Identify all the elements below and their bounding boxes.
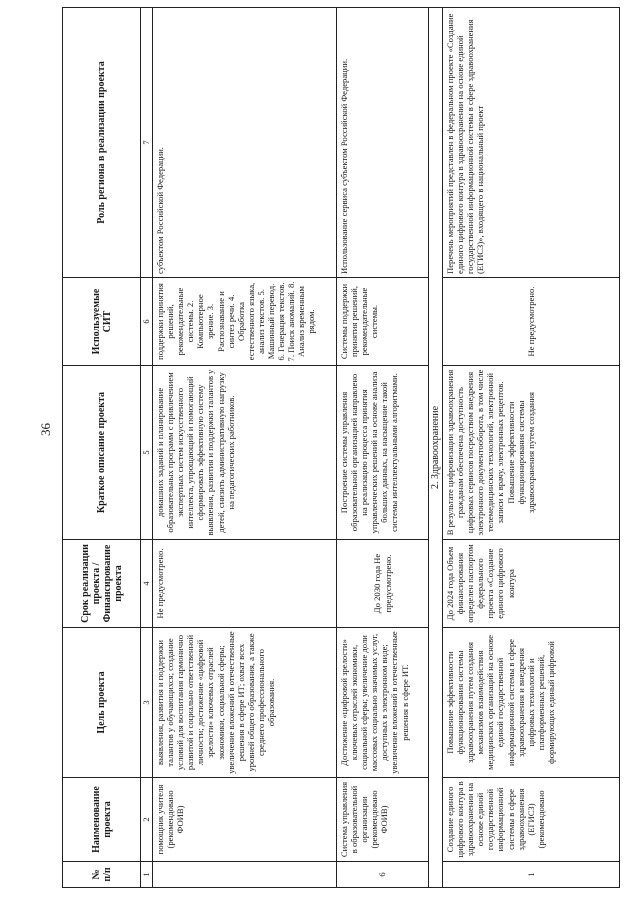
section-title: 2. Здравоохранение <box>429 8 443 888</box>
header-row <box>63 8 141 888</box>
project-role: Использование сервиса субъектом Российской Федерации. <box>337 8 429 278</box>
table-row <box>153 8 337 888</box>
project-role: субъектом Российской Федерации. <box>153 8 337 278</box>
header-goal: Цель проекта <box>63 628 141 778</box>
project-sit: Не предусмотрено. <box>443 278 620 366</box>
row-number <box>153 862 337 888</box>
project-goal: Повышение эффективности функционирования системы здравоохранения путем создания механизмов взаимодействия медицинских организаций на основе единой государственной информационной системы в сфере здравоохранения и внедрения цифровых технологий и платформенных решений, формирующих единый цифровой <box>443 628 620 778</box>
project-role: Перечень мероприятий представлен в федеральном проекте «Создание единого цифрового контура в здравоохранении на основе единой государственной информационной системы в сфере здравоохранения (ЕГИСЗ)», входящего в национальный проект <box>443 8 620 278</box>
header-term: Срок реализации проекта / Финансирование проекта <box>63 540 141 628</box>
project-term: До 2024 года Объем финансирования определен паспортом федерального проекта «Создание единого цифрового контура <box>443 540 620 628</box>
col-number-1: 1 <box>141 862 153 888</box>
col-number-7: 7 <box>141 8 153 278</box>
header-number: № п/п <box>63 862 141 888</box>
col-number-5: 5 <box>141 366 153 540</box>
col-number-4: 4 <box>141 540 153 628</box>
projects-table <box>62 7 620 888</box>
header-name: Наименование проекта <box>63 778 141 862</box>
project-sit: Системы поддержки принятия решений, рекомендательные системы. <box>337 278 429 366</box>
column-number-row <box>141 8 153 888</box>
project-description: домашних заданий и планирование образовательных программ с привлечением экспертных систем искусственного интеллекта, упрощающий и помогающий сформировать эффективную систему выявления, развития и поддержки талантов у детей, снизить административную нагрузку на педагогических работников. <box>153 366 337 540</box>
header-role: Роль региона в реализации проекта <box>63 8 141 278</box>
col-number-6: 6 <box>141 278 153 366</box>
table-row <box>443 8 620 888</box>
row-number: 1 <box>443 862 620 888</box>
row-number: 6 <box>337 862 429 888</box>
table-row <box>337 8 429 888</box>
project-term: Не предусмотрено. <box>153 540 337 628</box>
project-goal: Достижение «цифровой зрелости» ключевых отраслей экономики, социальной сферы; увеличение доли массовых социально значимых услуг, доступных в электронном виде; увеличение вложений в отечественные решения в сфере ИТ. <box>337 628 429 778</box>
project-name: Создание единого цифрового контура в здравоохранении на основе единой государственной информационной системы в сфере здравоохранения (ЕГИСЗ) (рекомендовано <box>443 778 620 862</box>
project-name: помощник учителя (рекомендовано ФОИВ) <box>153 778 337 862</box>
header-description: Краткое описание проекта <box>63 366 141 540</box>
header-sit: Используемые СИТ <box>63 278 141 366</box>
project-description: Построение системы управления образовательной организацией направлено на реализацию процесса принятия управленческих решений на основе анализа больших данных, на насыщение такой системы интеллектуальными алгоритмами. <box>337 366 429 540</box>
col-number-2: 2 <box>141 778 153 862</box>
rotated-table-wrapper <box>62 8 622 888</box>
project-sit: поддержки принятия решений, рекомендательные системы. 2. Компьютерное зрение. 3. Распознавание и синтез речи. 4. Обработка естественного языка, анализ текстов. 5. Машинный перевод. 6. Генерация текстов. 7. Поиск аномалий. 8. Анализ временным рядом. <box>153 278 337 366</box>
project-term: До 2030 года Не предусмотрено. <box>337 540 429 628</box>
project-name: Система управления в образовательной организации (рекомендовано ФОИВ) <box>337 778 429 862</box>
col-number-3: 3 <box>141 628 153 778</box>
project-description: В результате цифровизации здравоохранения гражданам обеспечена доступность цифровых сервисов посредством внедрения электронного документооборота, в том числе телемедицинских технологий, электронной записи к врачу, электронных рецептов. Повышение эффективности функционирования системы здравоохранения путем создания <box>443 366 620 540</box>
section-row <box>429 8 443 888</box>
project-goal: выявления, развития и поддержки талантов у обучающихся; создание условий для воспитания гармонично развитой и социально ответственной личности; достижение «цифровой зрелости» ключевых отраслей экономики, социальной сферы; увеличение вложений в отечественные решения в сфере ИТ; охват всех уровней общего образования, а также среднего профессионального образования. <box>153 628 337 778</box>
page-number: 36 <box>38 423 53 436</box>
